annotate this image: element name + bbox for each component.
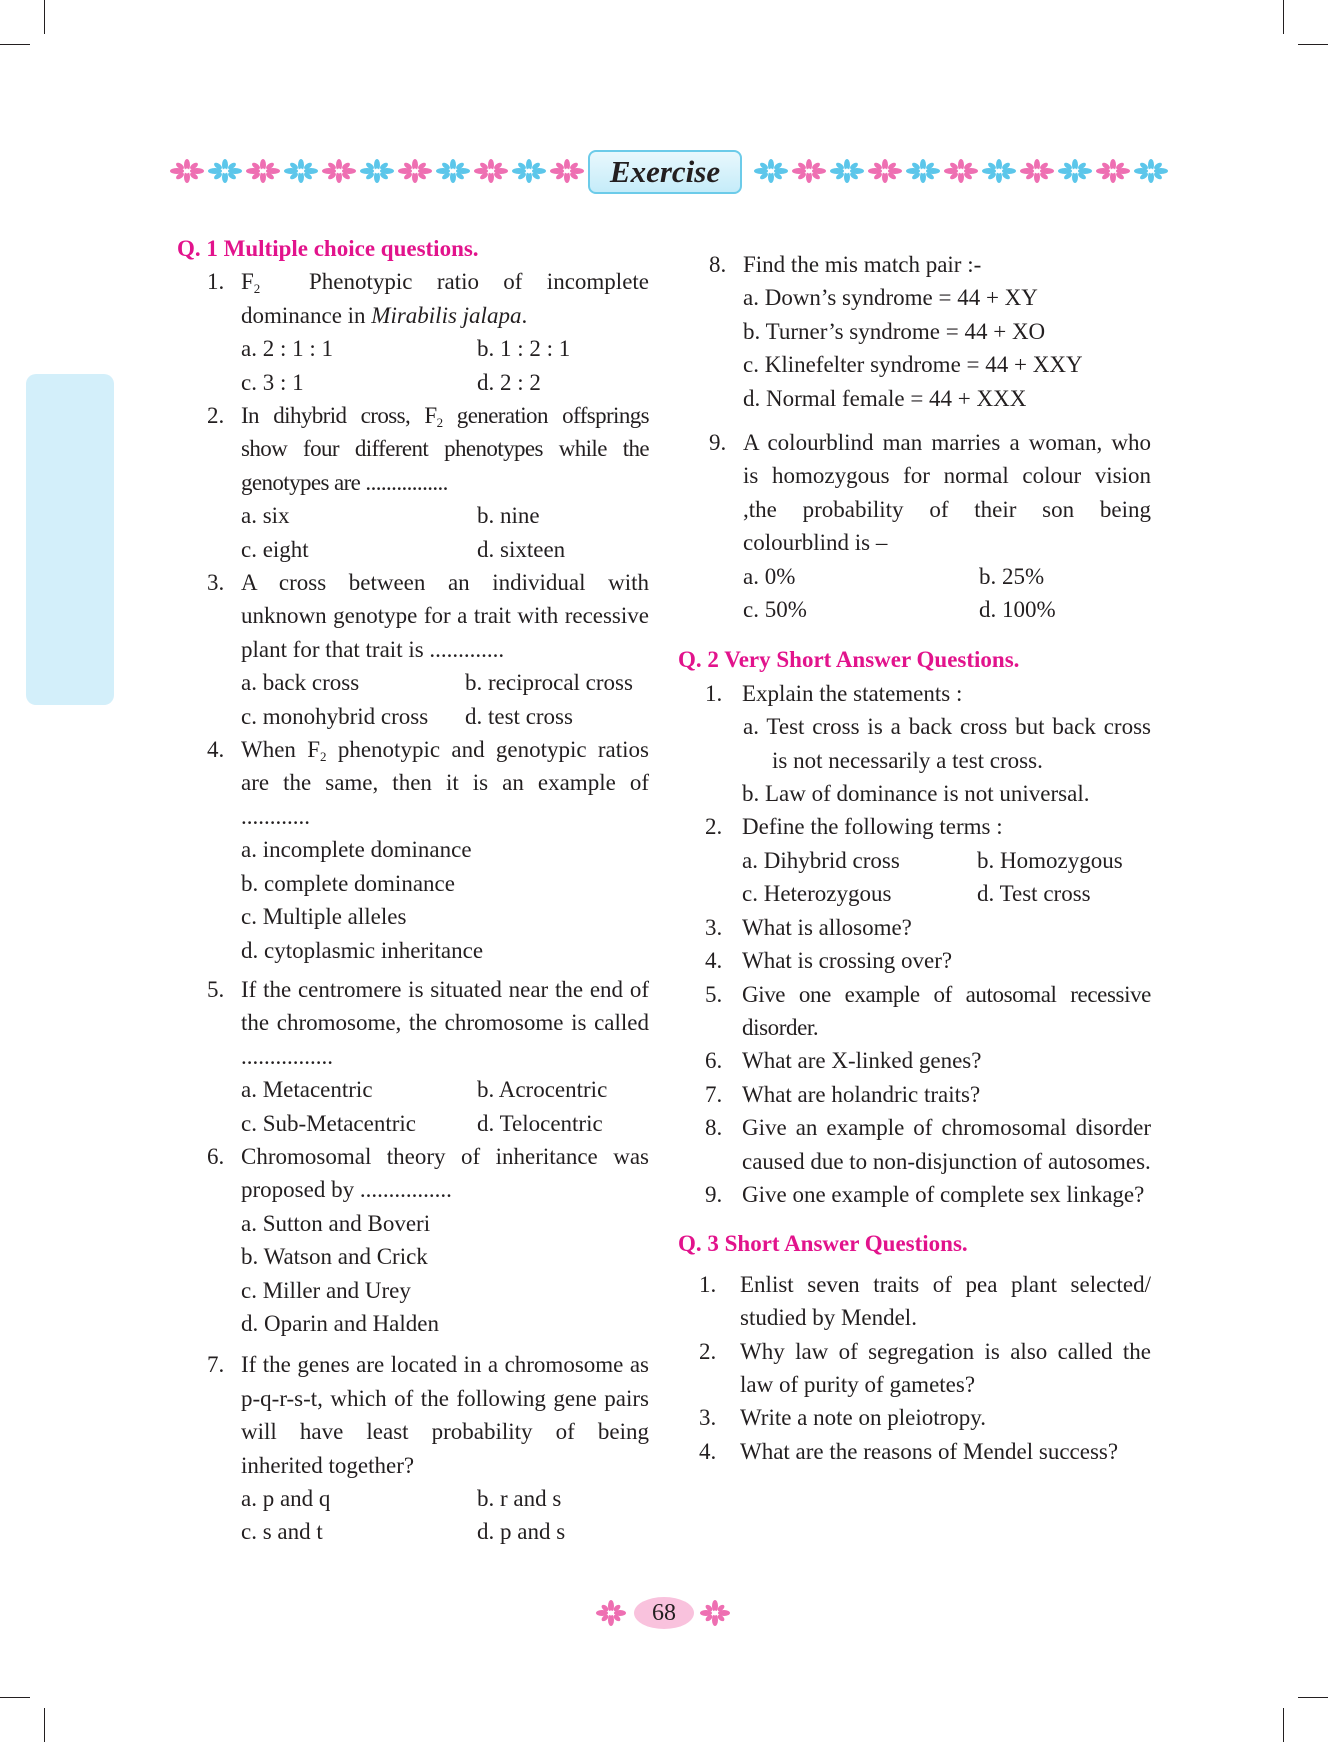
question-item [177,733,649,967]
option[interactable]: d. sixteen [477,536,566,562]
option[interactable]: b. r and s [477,1486,562,1512]
question-item [679,1111,1151,1178]
crop-mark [1298,1697,1328,1698]
flower-icon [982,159,1016,183]
flower-icon [1096,159,1130,183]
flower-icon [512,159,546,183]
option[interactable]: a. p and q [241,1486,331,1512]
question-stem: A colourblind man marries a woman, who is homozygous for normal colour vision ,the probability of their son being colourblind is – [743,430,1151,556]
question-item [679,1401,1151,1434]
question-stem: Find the mis match pair :- [743,252,982,277]
option[interactable]: d. Telocentric [477,1110,603,1136]
question-number: 2. [699,1338,717,1364]
exercise-banner [170,150,1156,196]
question-number: 5. [705,981,723,1007]
option[interactable]: b. 1 : 2 : 1 [477,336,571,362]
flower-icon [1058,159,1092,183]
option[interactable]: a. six [241,503,290,529]
crop-mark [1283,0,1284,34]
question-number: 8. [709,252,727,277]
question-stem: A cross between an individual with unknown genotype for a trait with recessive plant for that trait is ............. [241,570,649,662]
question-number: 3. [705,914,723,940]
question-number: 4. [705,948,723,974]
page-title: Exercise [588,150,742,194]
question-stem: Give an example of chromosomal disorder caused due to non-disjunction of autosomes. [742,1115,1151,1174]
flower-icon [246,159,280,183]
page-number-ornament [596,1594,730,1632]
option[interactable]: b. 25% [979,563,1045,589]
sub-statement: a. Test cross is a back cross but back cross is not necessarily a test cross. [743,714,1151,773]
question-item [679,978,1151,1045]
answer-options [743,560,1151,627]
question-number: 9. [709,430,727,456]
crop-mark [44,0,45,34]
answer-options [241,666,649,733]
question-stem: Chromosomal theory of inheritance was proposed by ................ [241,1143,649,1203]
question-number: 1. [705,680,723,706]
crop-mark [1298,44,1328,45]
question-number: 2. [705,814,723,840]
answer-options [742,844,1151,911]
question-stem: In dihybrid cross, $F_2$ generation offsprings show four different phenotypes while the genotypes are ................ [241,403,649,495]
question-stem: Give one example of complete sex linkage? [742,1181,1145,1207]
q3-heading: Q. 3 Short Answer Questions. [678,1231,968,1257]
option[interactable]: a. 0% [743,563,796,589]
question-number: 8. [705,1115,723,1141]
question-item [679,810,1151,910]
question-stem: If the centromere is situated near the end of the chromosome, the chromosome is called ................ [241,976,649,1069]
flower-icon [868,159,902,183]
question-stem: If the genes are located in a chromosome as p-q-r-s-t, which of the following gene pairs will have least probability of being inherited together? [241,1352,649,1478]
option[interactable]: c. eight [241,536,309,562]
option[interactable]: b. nine [477,503,540,529]
option[interactable]: c. s and t [241,1519,323,1545]
question-item [679,1268,1151,1335]
question-number: 5. [207,976,225,1002]
answer-options [241,1073,649,1140]
option[interactable]: b. complete dominance [241,870,455,896]
question-stem: Enlist seven traits of pea plant selected/ studied by Mendel. [740,1271,1151,1331]
flower-icon [1134,159,1168,183]
option[interactable]: d. test cross [465,703,573,729]
option[interactable]: b. reciprocal cross [465,670,633,696]
question-item [679,1044,1151,1077]
question-item [679,911,1151,944]
question-item [177,399,649,566]
option[interactable]: b. Acrocentric [477,1077,608,1103]
question-item [177,973,649,1140]
option[interactable]: c. 3 : 1 [241,369,304,395]
option[interactable]: a. Down’s syndrome = 44 + XY [743,285,1038,311]
option[interactable]: a. Sutton and Boveri [241,1210,431,1236]
crop-mark [0,44,30,45]
question-number: 6. [705,1048,723,1074]
crop-mark [1283,1708,1284,1742]
flower-icon [1020,159,1054,183]
option[interactable]: b. Watson and Crick [241,1244,428,1270]
left-column [177,232,649,1549]
flower-icon [550,159,584,183]
flower-icon [208,159,242,183]
flower-icon [284,159,318,183]
option[interactable]: a. incomplete dominance [241,837,472,863]
page-number: 68 [634,1597,694,1629]
question-item [679,426,1151,626]
question-stem: What is crossing over? [742,948,953,974]
question-stem: What are the reasons of Mendel success? [740,1438,1119,1464]
option[interactable]: c. Klinefelter syndrome = 44 + XXY [743,352,1083,378]
flower-icon [398,159,432,183]
question-item [679,1178,1151,1211]
question-stem: Write a note on pleiotropy. [740,1405,987,1431]
question-stem-line: dominance in Mirabilis jalapa. [241,302,528,328]
answer-options [241,499,649,566]
question-item [679,248,1151,415]
question-stem: What is allosome? [742,914,912,940]
question-item [679,1078,1151,1111]
crop-mark [0,1697,30,1698]
question-item [679,1435,1151,1468]
sub-statement: b. Law of dominance is not universal. [742,781,1090,807]
question-item [177,1140,649,1340]
answer-options [241,1482,649,1549]
option[interactable]: c. Miller and Urey [241,1277,411,1303]
option[interactable]: d. 2 : 2 [477,369,541,395]
answer-options [743,281,1151,415]
question-stem: $F_2$ Phenotypic ratio of incomplete [241,269,649,297]
flower-icon [474,159,508,183]
crop-mark [44,1708,45,1742]
flower-icon [436,159,470,183]
q2-heading: Q. 2 Very Short Answer Questions. [678,647,1020,673]
option[interactable]: d. Normal female = 44 + XXX [743,385,1027,411]
option[interactable]: d. cytoplasmic inheritance [241,937,484,963]
right-column [679,248,1151,1468]
flower-icon [906,159,940,183]
question-number: 1. [699,1271,717,1297]
question-item [679,1335,1151,1402]
question-stem: Why law of segregation is also called the law of purity of gametes? [740,1338,1151,1397]
option[interactable]: a. 2 : 1 : 1 [241,336,333,362]
flower-icon [170,159,204,183]
question-number: 3. [699,1405,717,1431]
term: b. Homozygous [977,847,1123,873]
flower-border-left [170,159,584,183]
option[interactable]: d. p and s [477,1519,566,1545]
answer-options [241,833,649,967]
question-item [679,677,1151,811]
option[interactable]: b. Turner’s syndrome = 44 + XO [743,318,1046,344]
answer-options [241,332,649,399]
flower-icon [360,159,394,183]
flower-icon [322,159,356,183]
question-number: 6. [207,1143,225,1169]
option[interactable]: d. Oparin and Halden [241,1310,439,1336]
question-item [177,1348,649,1548]
option[interactable]: c. monohybrid cross [241,703,429,729]
question-item [177,265,649,399]
option[interactable]: a. Metacentric [241,1077,373,1103]
option[interactable]: c. 50% [743,597,807,623]
side-tab [26,374,114,705]
option[interactable]: c. Sub-Metacentric [241,1110,416,1136]
flower-border-right [754,159,1168,183]
option[interactable]: d. 100% [979,597,1056,623]
question-item [177,566,649,733]
flower-icon [596,1600,626,1626]
question-item [679,944,1151,977]
question-stem: What are holandric traits? [742,1081,981,1107]
question-number: 4. [207,737,225,763]
flower-icon [754,159,788,183]
question-number: 1. [207,269,225,295]
question-stem: Give one example of autosomal recessive disorder. [742,981,1151,1040]
question-stem: Explain the statements : [742,680,963,706]
question-number: 3. [207,570,225,596]
option[interactable]: c. Multiple alleles [241,904,407,930]
q1-heading: Q. 1 Multiple choice questions. [177,236,479,261]
answer-options [241,1207,649,1341]
term: d. Test cross [977,881,1091,907]
question-number: 7. [705,1081,723,1107]
option[interactable]: a. back cross [241,670,360,696]
q3-list [679,1268,1151,1468]
question-stem: Define the following terms : [742,814,1003,840]
flower-icon [700,1600,730,1626]
question-number: 2. [207,403,225,429]
term: a. Dihybrid cross [742,847,900,873]
question-number: 7. [207,1352,225,1378]
flower-icon [944,159,978,183]
term: c. Heterozygous [742,881,892,907]
flower-icon [792,159,826,183]
question-stem: What are X-linked genes? [742,1048,982,1074]
question-stem: When $F_2$ phenotypic and genotypic ratios are the same, then it is an example of ............ [241,737,649,829]
question-number: 4. [699,1438,717,1464]
flower-icon [830,159,864,183]
question-number: 9. [705,1181,723,1207]
